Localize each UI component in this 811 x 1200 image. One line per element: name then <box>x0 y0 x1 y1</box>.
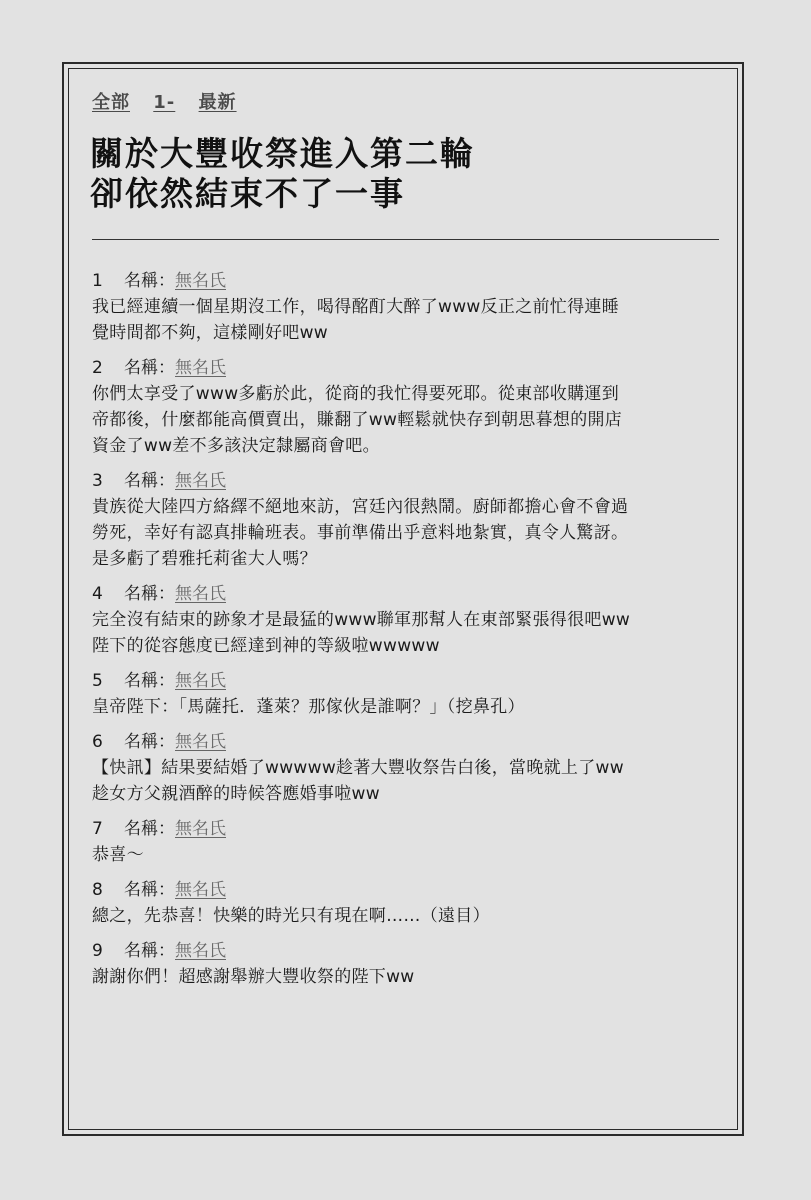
poster-name-link[interactable]: 無名氏 <box>175 732 226 752</box>
poster-name-label: 名稱： <box>124 671 175 691</box>
poster-name-link[interactable]: 無名氏 <box>175 671 226 691</box>
post-item <box>92 581 722 659</box>
poster-name-label: 名稱： <box>124 941 175 961</box>
post-header <box>92 355 722 381</box>
post-body: 你們太享受了www多虧於此，從商的我忙得要死耶。從東部收購運到 帝都後，什麼都能高價賣出，賺翻了ww輕鬆就快存到朝思暮想的開店 資金了ww差不多該決定隸屬商會吧。 <box>92 384 623 456</box>
post-number: 3 <box>92 471 103 491</box>
nav-all-link[interactable]: 全部 <box>92 92 130 113</box>
post-header <box>92 581 722 607</box>
poster-name-label: 名稱： <box>124 584 175 604</box>
post-number: 9 <box>92 941 103 961</box>
post-number: 5 <box>92 671 103 691</box>
post-header <box>92 468 722 494</box>
post-header <box>92 729 722 755</box>
post-item <box>92 468 722 572</box>
poster-name-label: 名稱： <box>124 880 175 900</box>
post-number: 4 <box>92 584 103 604</box>
nav-latest-link[interactable]: 最新 <box>198 92 237 113</box>
poster-name-link[interactable]: 無名氏 <box>175 819 226 839</box>
post-item <box>92 729 722 807</box>
post-number: 8 <box>92 880 103 900</box>
poster-name-label: 名稱： <box>124 471 175 491</box>
poster-name-link[interactable]: 無名氏 <box>175 880 226 900</box>
post-header <box>92 668 722 694</box>
title-divider <box>92 239 719 240</box>
post-body: 【快訊】結果要結婚了wwwww趁著大豐收祭告白後，當晚就上了ww 趁女方父親酒醉的時候答應婚事啦ww <box>92 758 624 804</box>
poster-name-label: 名稱： <box>124 271 175 291</box>
post-list <box>92 268 722 999</box>
post-number: 1 <box>92 271 103 291</box>
post-body: 謝謝你們！超感謝舉辦大豐收祭的陛下ww <box>92 967 415 987</box>
post-number: 7 <box>92 819 103 839</box>
post-item <box>92 816 722 868</box>
post-header <box>92 938 722 964</box>
post-body: 我已經連續一個星期沒工作，喝得酩酊大醉了www反正之前忙得連睡 覺時間都不夠，這樣剛好吧ww <box>92 297 620 343</box>
post-number: 6 <box>92 732 103 752</box>
post-header <box>92 268 722 294</box>
poster-name-label: 名稱： <box>124 732 175 752</box>
thread-nav <box>92 88 253 114</box>
poster-name-label: 名稱： <box>124 358 175 378</box>
post-body: 總之，先恭喜！快樂的時光只有現在啊……（遠目） <box>92 906 490 926</box>
post-item <box>92 268 722 346</box>
post-body: 完全沒有結束的跡象才是最猛的www聯軍那幫人在東部緊張得很吧ww 陛下的從容態度已經達到神的等級啦wwwww <box>92 610 631 656</box>
post-item <box>92 877 722 929</box>
post-item <box>92 668 722 720</box>
poster-name-link[interactable]: 無名氏 <box>175 471 226 491</box>
poster-name-link[interactable]: 無名氏 <box>175 584 226 604</box>
poster-name-link[interactable]: 無名氏 <box>175 358 226 378</box>
post-body: 恭喜～ <box>92 845 144 865</box>
post-number: 2 <box>92 358 103 378</box>
poster-name-link[interactable]: 無名氏 <box>175 271 226 291</box>
poster-name-label: 名稱： <box>124 819 175 839</box>
post-header <box>92 816 722 842</box>
post-item <box>92 355 722 459</box>
thread-title-line-1: 關於大豐收祭進入第二輪 <box>90 134 475 173</box>
post-header <box>92 877 722 903</box>
poster-name-link[interactable]: 無名氏 <box>175 941 226 961</box>
nav-range-link[interactable]: 1- <box>153 92 176 113</box>
post-item <box>92 938 722 990</box>
thread-title-line-2: 卻依然結束不了一事 <box>90 174 405 213</box>
post-body: 皇帝陛下：「馬薩托．蓬萊？那傢伙是誰啊？」（挖鼻孔） <box>92 697 525 717</box>
post-body: 貴族從大陸四方絡繹不絕地來訪，宮廷內很熱鬧。廚師都擔心會不會過 勞死，幸好有認真排輪班表。事前準備出乎意料地紮實，真令人驚訝。 是多虧了碧雅托莉雀大人嗎？ <box>92 497 629 569</box>
thread-title <box>90 134 720 214</box>
